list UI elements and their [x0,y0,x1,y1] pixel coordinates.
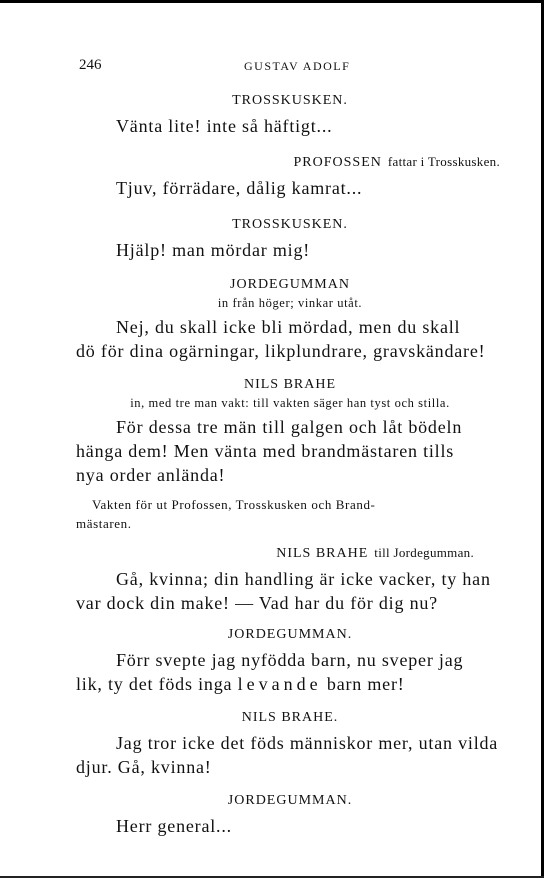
speech-line: Vänta lite! inte så häftigt... [116,116,333,136]
stage-direction: till Jordegumman. [374,545,474,560]
speech-line: Hjälp! man mördar mig! [116,240,311,260]
stage-direction: in från höger; vinkar utåt. [217,296,363,310]
speech-paragraph: Förr svepte jag nyfödda barn, nu sveper jag lik, ty det föds inga levande barn mer! [76,650,464,694]
speaker-nils-brahe: NILS BRAHE till Jordegumman. [276,545,474,561]
stage-direction-block: Vakten för ut Profossen, Trosskusken och Brand- mästaren. [76,497,376,531]
speaker-jordegumman: JORDEGUMMAN. [227,627,353,642]
page-number: 246 [79,57,102,73]
running-title: GUSTAV ADOLF [244,59,351,73]
speech-line: Tjuv, förrädare, dålig kamrat... [116,178,363,198]
speaker-jordegumman: JORDEGUMMAN. [227,793,353,808]
speech-paragraph: Jag tror icke det föds människor mer, utan vilda djur. Gå, kvinna! [76,733,499,777]
page-header [76,48,504,78]
speaker-trosskusken: TROSSKUSKEN. [232,93,348,108]
speaker-nils-brahe: NILS BRAHE [243,377,337,392]
speech-paragraph: Nej, du skall icke bli mördad, men du skall dö för dina ogärningar, likplundrare, gravskändare! [76,317,486,361]
speaker-trosskusken: TROSSKUSKEN. [232,217,348,232]
stage-direction: fattar i Trosskusken. [387,154,500,169]
speech-line: Herr general... [116,816,232,836]
speech-paragraph: Gå, kvinna; din handling är icke vacker, ty han var dock din make! — Vad har du för dig nu? [76,569,491,613]
emphasized-word: levande [237,674,322,694]
speaker-nils-brahe: NILS BRAHE. [241,710,339,725]
speaker-profossen: PROFOSSEN fattar i Trosskusken. [293,154,500,170]
speaker-jordegumman: JORDEGUMMAN [230,277,350,292]
speech-paragraph: För dessa tre män till galgen och låt bödeln hänga dem! Men vänta med brandmästaren tills nya order anlända! [76,417,463,485]
top-border-rule [0,0,544,3]
stage-direction: in, med tre man vakt: till vakten säger han tyst och stilla. [130,396,450,410]
book-page [76,48,504,838]
